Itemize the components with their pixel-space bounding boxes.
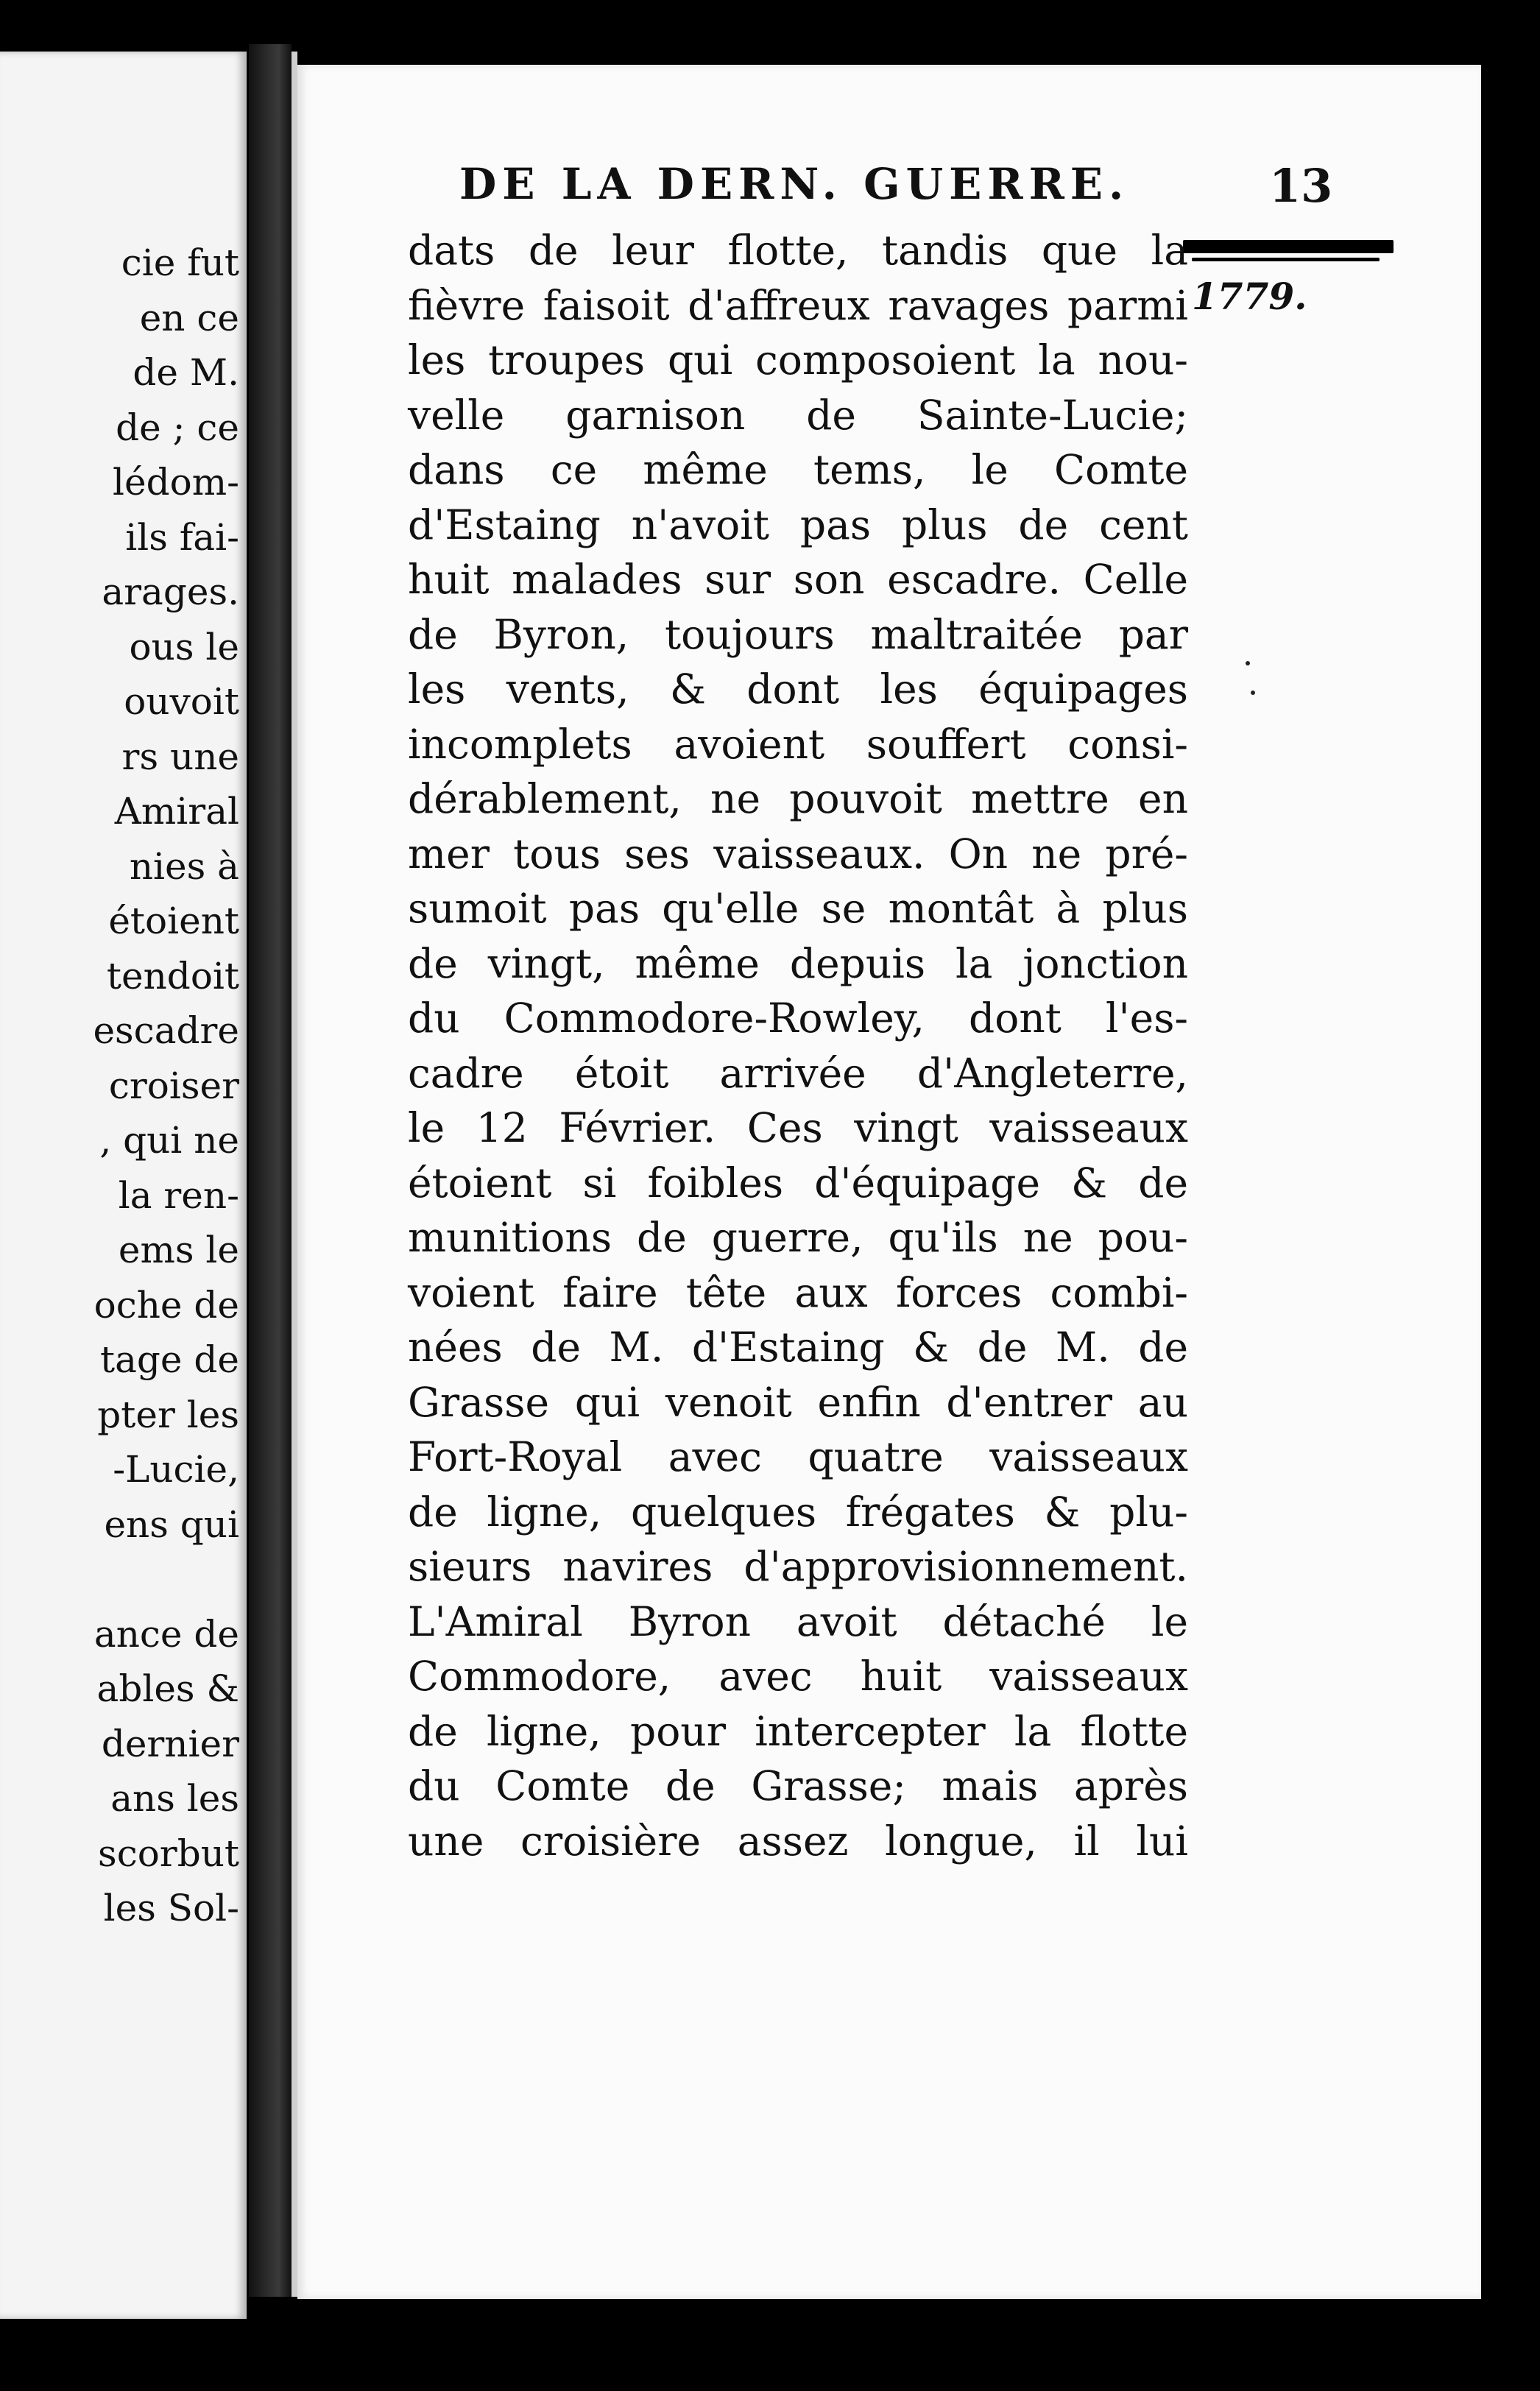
text-line: une croisière assez longue, il lui — [408, 1817, 1188, 1865]
margin-rule-thin — [1192, 258, 1380, 261]
left-text-line: ables & — [96, 1667, 239, 1710]
text-line: huit malades sur son escadre. Celle — [408, 556, 1188, 603]
text-line: munitions de guerre, qu'ils ne pou- — [408, 1214, 1188, 1261]
text-line: de ligne, pour intercepter la flotte — [408, 1707, 1188, 1755]
text-line: du Comte de Grasse; mais après — [408, 1762, 1188, 1809]
text-line: sieurs navires d'approvisionnement. — [408, 1543, 1188, 1590]
text-line: dans ce même tems, le Comte — [408, 446, 1188, 493]
left-text-line: ance de — [93, 1612, 239, 1656]
text-line: de Byron, toujours maltraitée par — [408, 610, 1188, 658]
left-text-line: ems le — [118, 1229, 239, 1271]
left-text-line: croiser — [108, 1064, 239, 1107]
running-head-title: DE LA DERN. GUERRE. — [459, 159, 1130, 209]
left-text-line: la ren- — [118, 1173, 239, 1217]
text-line: mer tous ses vaisseaux. On ne pré- — [408, 830, 1188, 877]
left-text-line: -Lucie, — [113, 1448, 239, 1491]
text-line: Grasse qui venoit enfin d'entrer au — [408, 1378, 1188, 1426]
text-line: L'Amiral Byron avoit détaché le — [408, 1597, 1188, 1645]
left-text-line: nies à — [129, 844, 239, 888]
left-text-line: rs une — [121, 735, 239, 778]
left-text-line: tendoit — [106, 954, 239, 997]
margin-rule — [1183, 240, 1394, 253]
left-page — [0, 52, 247, 2319]
text-line: velle garnison de Sainte-Lucie; — [408, 391, 1188, 439]
left-text-line: arages. — [102, 571, 239, 613]
text-line: de ligne, quelques frégates & plu- — [408, 1488, 1188, 1536]
left-text-line: de M. — [133, 351, 239, 394]
text-line: dats de leur flotte, tandis que la — [408, 227, 1188, 274]
text-line: incomplets avoient souffert consi- — [408, 720, 1188, 768]
left-text-line: pter les — [97, 1393, 239, 1436]
left-text-line: de ; ce — [116, 406, 239, 449]
left-text-line: ens qui — [104, 1502, 239, 1546]
running-head — [459, 159, 1475, 218]
left-text-line: cie fut — [121, 241, 239, 284]
left-text-line: lédom- — [113, 461, 239, 504]
left-text-line: Amiral — [114, 790, 239, 833]
left-text-line: étoient — [108, 900, 239, 942]
text-line: cadre étoit arrivée d'Angleterre, — [408, 1049, 1188, 1097]
left-text-line: les Sol- — [103, 1887, 239, 1929]
text-line: voient faire tête aux forces combi- — [408, 1268, 1188, 1316]
left-text-line: ous le — [129, 625, 239, 668]
text-line: Commodore, avec huit vaisseaux — [408, 1653, 1188, 1700]
text-line: du Commodore-Rowley, dont l'es- — [408, 995, 1188, 1042]
text-line: fièvre faisoit d'affreux ravages parmi — [408, 281, 1188, 329]
right-page — [297, 65, 1481, 2299]
page-number: 13 — [1269, 159, 1333, 213]
text-line: de vingt, même depuis la jonction — [408, 939, 1188, 987]
left-text-line: tage de — [100, 1338, 239, 1381]
ink-speck — [1246, 661, 1250, 665]
left-text-line: ans les — [110, 1777, 239, 1820]
left-text-line: dernier — [101, 1722, 239, 1765]
left-text-line: en ce — [139, 296, 239, 339]
text-line: les vents, & dont les équipages — [408, 665, 1188, 713]
left-text-line: ouvoit — [124, 680, 239, 723]
text-line: dérablement, ne pouvoit mettre en — [408, 775, 1188, 822]
margin-year: 1779. — [1192, 275, 1307, 318]
text-line: Fort-Royal avec quatre vaisseaux — [408, 1433, 1188, 1480]
left-text-line: escadre — [93, 1009, 239, 1052]
book-gutter — [249, 44, 292, 2297]
text-line: le 12 Février. Ces vingt vaisseaux — [408, 1104, 1188, 1151]
left-text-line: , qui ne — [99, 1119, 239, 1162]
text-line: sumoit pas qu'elle se montât à plus — [408, 885, 1188, 932]
left-text-line: ils fai- — [125, 515, 239, 559]
text-line: les troupes qui composoient la nou- — [408, 336, 1188, 384]
ink-speck — [1251, 691, 1255, 695]
left-text-line: oche de — [93, 1283, 239, 1327]
text-line: d'Estaing n'avoit pas plus de cent — [408, 501, 1188, 548]
text-line: nées de M. d'Estaing & de M. de — [408, 1324, 1188, 1371]
text-line: étoient si foibles d'équipage & de — [408, 1159, 1188, 1207]
page-fold — [292, 52, 297, 2297]
left-text-line: scorbut — [98, 1832, 239, 1875]
